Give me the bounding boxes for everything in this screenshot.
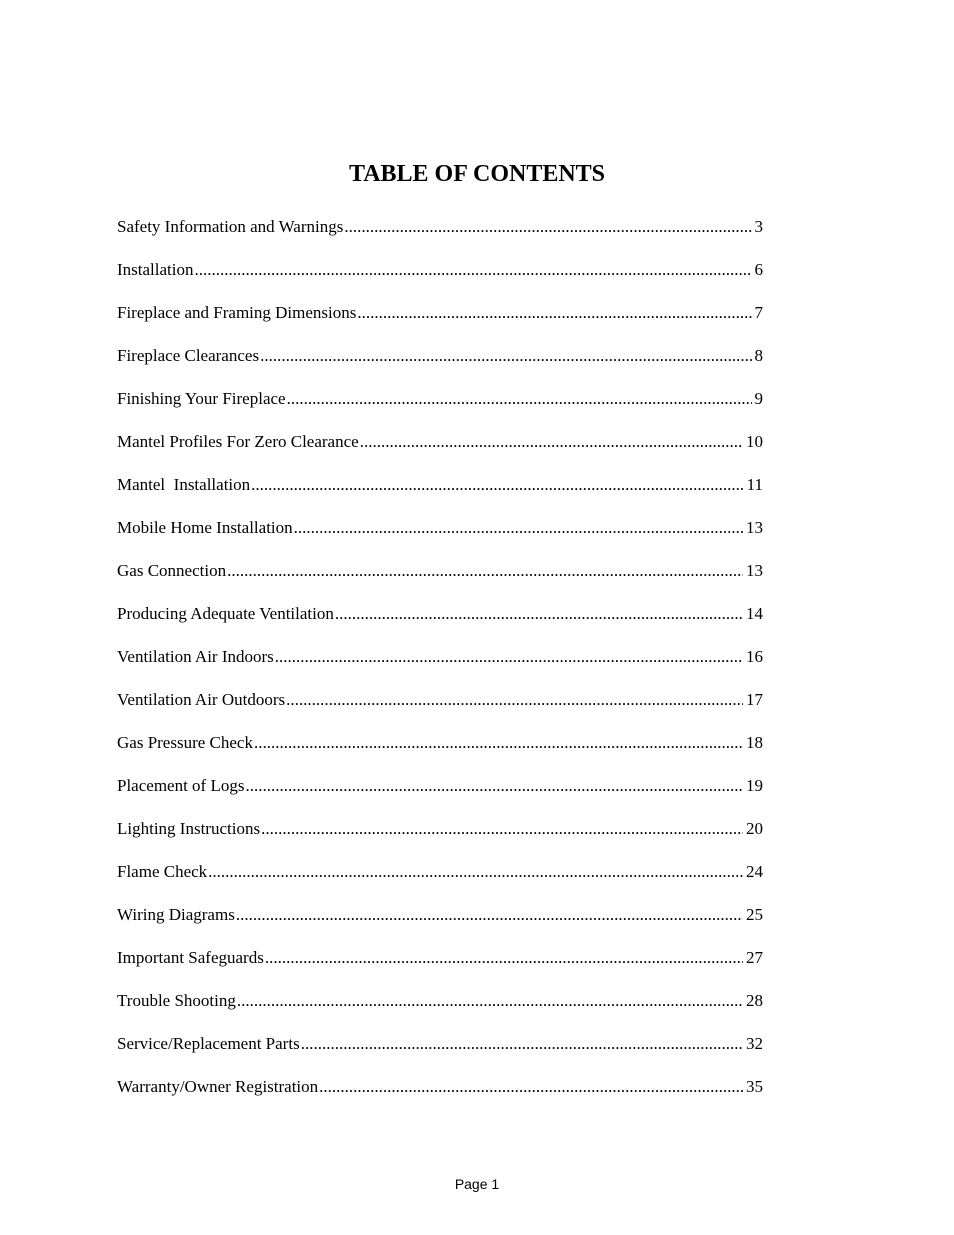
toc-dot-leader xyxy=(260,343,751,369)
toc-entry[interactable] xyxy=(117,214,763,257)
toc-entry-page: 24 xyxy=(746,862,763,881)
toc-entry[interactable] xyxy=(117,773,763,816)
toc-entry-label: Producing Adequate Ventilation xyxy=(117,604,334,623)
toc-dot-leader xyxy=(301,1031,743,1057)
toc-entry-page: 20 xyxy=(746,819,763,838)
toc-dot-leader xyxy=(265,945,743,971)
toc-dot-leader xyxy=(237,988,743,1014)
toc-dot-leader xyxy=(261,816,743,842)
toc-entry-label: Gas Pressure Check xyxy=(117,733,253,752)
toc-entry-label: Lighting Instructions xyxy=(117,819,261,838)
toc-entry-page: 11 xyxy=(746,475,763,494)
toc-entry-label: Wiring Diagrams xyxy=(117,905,235,924)
toc-dot-leader xyxy=(194,257,751,283)
toc-entry-page: 8 xyxy=(754,346,763,365)
toc-dot-leader xyxy=(360,429,743,455)
toc-entry-page: 19 xyxy=(746,776,763,795)
toc-entry-page: 13 xyxy=(746,561,763,580)
toc-dot-leader xyxy=(357,300,751,326)
toc-entry-page: 7 xyxy=(754,303,763,322)
table-of-contents xyxy=(117,214,763,1117)
toc-entry-page: 18 xyxy=(746,733,763,752)
toc-dot-leader xyxy=(254,730,743,756)
toc-dot-leader xyxy=(251,472,743,498)
toc-entry[interactable] xyxy=(117,945,763,988)
toc-entry-page: 32 xyxy=(746,1034,763,1053)
toc-entry-page: 6 xyxy=(754,260,763,279)
toc-entry-label: Safety Information and Warnings xyxy=(117,217,344,236)
toc-entry-page: 25 xyxy=(746,905,763,924)
page-footer-number: Page 1 xyxy=(454,1176,500,1192)
toc-dot-leader xyxy=(208,859,743,885)
toc-entry-label: Ventilation Air Indoors xyxy=(117,647,274,666)
toc-entry[interactable] xyxy=(117,429,763,472)
toc-entry-page: 14 xyxy=(746,604,763,623)
toc-entry-label: Fireplace Clearances xyxy=(117,346,260,365)
toc-dot-leader xyxy=(294,515,743,541)
toc-dot-leader xyxy=(245,773,743,799)
toc-entry[interactable] xyxy=(117,558,763,601)
toc-entry-page: 9 xyxy=(754,389,763,408)
toc-dot-leader xyxy=(287,386,752,412)
toc-entry-label: Mantel Installation xyxy=(117,475,251,494)
toc-entry[interactable] xyxy=(117,472,763,515)
toc-entry-label: Important Safeguards xyxy=(117,948,264,967)
toc-entry-label: Mobile Home Installation xyxy=(117,518,293,537)
toc-entry[interactable] xyxy=(117,988,763,1031)
toc-entry-label: Mantel Profiles For Zero Clearance xyxy=(117,432,359,451)
toc-entry[interactable] xyxy=(117,902,763,945)
toc-entry[interactable] xyxy=(117,687,763,730)
toc-dot-leader xyxy=(227,558,743,584)
toc-entry-page: 27 xyxy=(746,948,763,967)
toc-entry-label: Installation xyxy=(117,260,194,279)
toc-entry[interactable] xyxy=(117,515,763,558)
toc-entry-page: 16 xyxy=(746,647,763,666)
toc-entry-page: 13 xyxy=(746,518,763,537)
page-title: TABLE OF CONTENTS xyxy=(348,161,606,187)
toc-entry-page: 10 xyxy=(746,432,763,451)
toc-dot-leader xyxy=(275,644,743,670)
toc-dot-leader xyxy=(319,1074,743,1100)
toc-dot-leader xyxy=(344,214,751,240)
toc-entry[interactable] xyxy=(117,816,763,859)
toc-entry[interactable] xyxy=(117,601,763,644)
toc-entry-label: Finishing Your Fireplace xyxy=(117,389,286,408)
toc-entry-label: Placement of Logs xyxy=(117,776,245,795)
toc-entry-label: Fireplace and Framing Dimensions xyxy=(117,303,357,322)
toc-entry-label: Service/Replacement Parts xyxy=(117,1034,300,1053)
toc-dot-leader xyxy=(236,902,743,928)
toc-entry[interactable] xyxy=(117,300,763,343)
toc-entry[interactable] xyxy=(117,644,763,687)
toc-entry[interactable] xyxy=(117,343,763,386)
toc-entry[interactable] xyxy=(117,1031,763,1074)
toc-entry-label: Trouble Shooting xyxy=(117,991,236,1010)
toc-entry-page: 3 xyxy=(754,217,763,236)
toc-entry-label: Gas Connection xyxy=(117,561,227,580)
toc-entry-label: Warranty/Owner Registration xyxy=(117,1077,319,1096)
toc-entry[interactable] xyxy=(117,859,763,902)
toc-entry-label: Flame Check xyxy=(117,862,208,881)
toc-entry-label: Ventilation Air Outdoors xyxy=(117,690,286,709)
toc-entry-page: 28 xyxy=(746,991,763,1010)
toc-dot-leader xyxy=(286,687,743,713)
toc-entry-page: 17 xyxy=(746,690,763,709)
toc-entry[interactable] xyxy=(117,386,763,429)
toc-entry[interactable] xyxy=(117,257,763,300)
toc-entry-page: 35 xyxy=(746,1077,763,1096)
toc-entry[interactable] xyxy=(117,1074,763,1117)
toc-dot-leader xyxy=(335,601,743,627)
toc-entry[interactable] xyxy=(117,730,763,773)
